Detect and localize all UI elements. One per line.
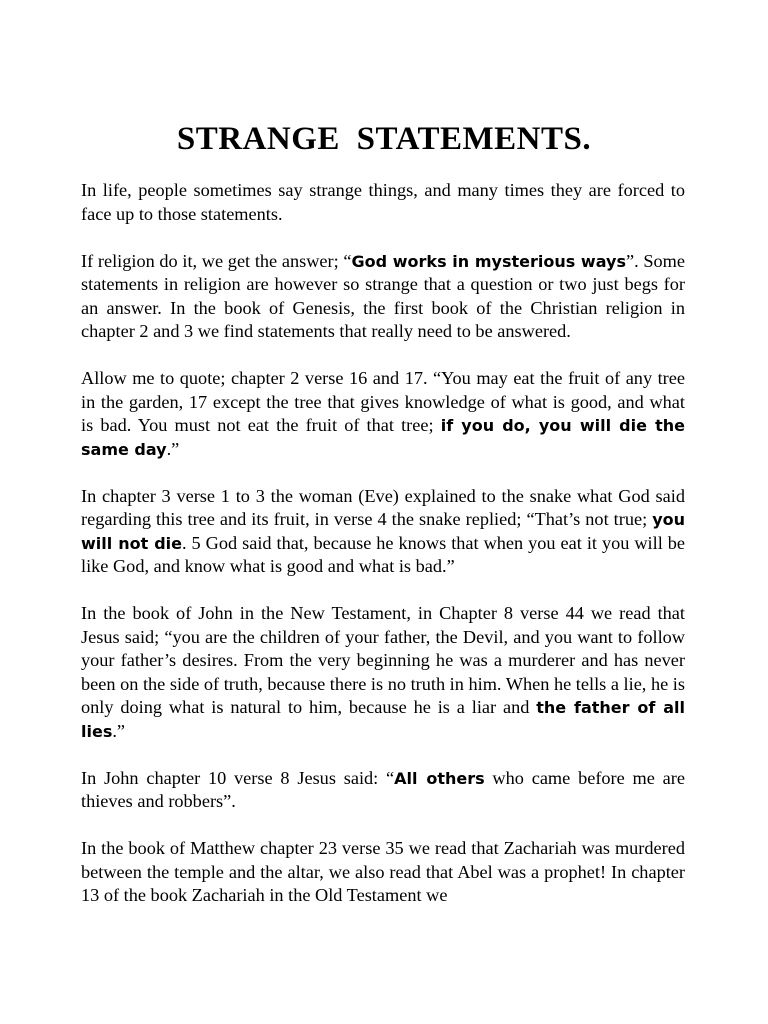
paragraph — [81, 602, 685, 743]
paragraph — [81, 179, 685, 226]
text-run: In life, people sometimes say strange things, and many times they are forced to face up to those statements. — [81, 180, 685, 224]
text-run: who came before me are thieves and robbers”. — [81, 767, 685, 811]
document-body — [81, 179, 685, 931]
paragraph — [81, 250, 685, 344]
emphasized-text: if you do, you will die the same day — [81, 416, 685, 459]
paragraph — [81, 367, 685, 461]
paragraph — [81, 767, 685, 814]
text-run: In chapter 3 verse 1 to 3 the woman (Eve) explained to the snake what God said regarding this tree and its fruit, in verse 4 the snake replied; “That’s not true; — [81, 485, 685, 529]
text-run: In the book of John in the New Testament, in Chapter 8 verse 44 we read that Jesus said; “you are the children of your father, the Devil, and you want to follow your father’s desires. From the very beginning he was a murderer and has never been on the side of truth, because there is no truth in him. When he tells a lie, he is only doing what is natural to him, because he is a liar and — [81, 603, 685, 717]
text-run: In the book of Matthew chapter 23 verse 35 we read that Zachariah was murdered between the temple and the altar, we also read that Abel was a prophet! In chapter 13 of the book Zachariah in the Old Testament we — [81, 838, 685, 905]
text-run: In John chapter 10 verse 8 Jesus said: “ — [81, 767, 395, 788]
text-run: . 5 God said that, because he knows that when you eat it you will be like God, and know what is good and what is bad.” — [81, 532, 685, 576]
paragraph — [81, 837, 685, 908]
text-run: Allow me to quote; chapter 2 verse 16 and 17. “You may eat the fruit of any tree in the garden, 17 except the tree that gives knowledge of what is good, and what is bad. You must not eat the fruit of that tree; — [81, 368, 685, 435]
text-run: .” — [166, 438, 180, 459]
emphasized-text: All others — [394, 768, 485, 788]
page-title: STRANGE STATEMENTS. — [176, 121, 592, 158]
emphasized-text: the father of all lies — [81, 698, 685, 741]
emphasized-text: you will not die — [81, 510, 685, 553]
text-run: If religion do it, we get the answer; “ — [81, 250, 352, 271]
text-run: .” — [112, 720, 126, 741]
emphasized-text: God works in mysterious ways — [351, 251, 626, 271]
text-run: ”. Some statements in religion are however so strange that a question or two just begs for an answer. In the book of Genesis, the first book of the Christian religion in chapter 2 and 3 we find statements that really need to be answered. — [81, 250, 685, 341]
paragraph — [81, 485, 685, 579]
